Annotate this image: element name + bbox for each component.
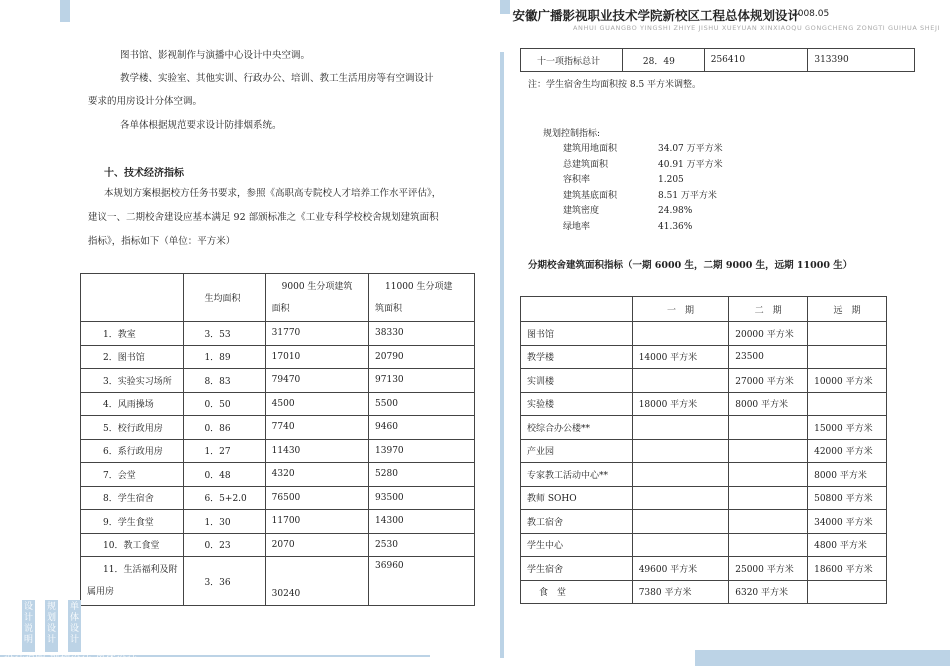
spec-list [563, 142, 723, 235]
cell-item: 9．学生食堂 [81, 510, 184, 534]
cell-per: 1．89 [184, 345, 265, 369]
table-row [521, 322, 887, 346]
cell-11000: 5280 [369, 463, 475, 487]
spec-row [563, 189, 723, 205]
cell-phase1: 14000 平方米 [632, 345, 729, 369]
spec-key: 绿地率 [563, 221, 591, 232]
phase-header-1: 一 期 [632, 297, 729, 322]
cell-phase3: 15000 平方米 [808, 416, 887, 440]
cell-per: 0．86 [184, 416, 265, 440]
cell-building: 校综合办公楼** [521, 416, 633, 440]
table-row [81, 345, 475, 369]
table-row [521, 533, 887, 557]
cell-phase3: 18600 平方米 [808, 557, 887, 581]
cell-per: 0．48 [184, 463, 265, 487]
paragraph-smoke-exhaust: 各单体根据规范要求设计防排烟系统。 [120, 120, 282, 131]
cell-phase2: 20000 平方米 [729, 322, 808, 346]
cell-phase2 [729, 439, 808, 463]
phase-header-blank [521, 297, 633, 322]
dorm-note: 注：学生宿舍生均面积按 8.5 平方米调整。 [528, 80, 702, 90]
cell-phase2 [729, 416, 808, 440]
cell-phase2: 27000 平方米 [729, 369, 808, 393]
header-11000-line2: 筑面积 [375, 303, 403, 314]
cell-per: 0．23 [184, 533, 265, 557]
cell-phase1 [632, 510, 729, 534]
cell-phase2 [729, 510, 808, 534]
table-row [521, 463, 887, 487]
header-cell-per-student: 生均面积 [184, 274, 265, 322]
cell-building: 教师 SOHO [521, 486, 633, 510]
cell-phase3: 34000 平方米 [808, 510, 887, 534]
side-tab-buildings[interactable]: 单体设计 [68, 600, 81, 652]
phase-header-3: 远 期 [808, 297, 887, 322]
cell-phase2: 6320 平方米 [729, 580, 808, 604]
cell-11000: 38330 [369, 322, 475, 346]
table-row [81, 510, 475, 534]
table-row [81, 322, 475, 346]
cell-phase3 [808, 580, 887, 604]
table-row [81, 416, 475, 440]
header-cell-item [81, 274, 184, 322]
table-row [521, 580, 887, 604]
cell-11000-value: 36960 [375, 561, 404, 571]
cell-per: 3．36 [184, 557, 265, 606]
paragraph-split-ac-2: 要求的用房设计分体空调。 [88, 96, 203, 107]
cell-9000: 79470 [265, 369, 368, 393]
cell-phase1 [632, 486, 729, 510]
cell-phase3 [808, 322, 887, 346]
phase-header-row [521, 297, 887, 322]
table-row [521, 510, 887, 534]
table-row [81, 463, 475, 487]
spec-value: 24.98% [658, 206, 693, 216]
cell-building: 教工宿舍 [521, 510, 633, 534]
table-row [521, 557, 887, 581]
intro-line-2: 建议一、二期校舍建设应基本满足 92 部颁标准之《工业专科学校校舍规划建筑面积 [88, 212, 439, 223]
header-cell-11000 [369, 274, 475, 322]
intro-line-3: 指标》，指标如下（单位：平方米） [88, 236, 236, 247]
side-tab-planning[interactable]: 规划设计 [45, 600, 58, 652]
section-heading: 十、技术经济指标 [104, 168, 184, 179]
cell-phase1 [632, 533, 729, 557]
cell-item: 1．教室 [81, 322, 184, 346]
spec-key: 建筑基底面积 [563, 190, 618, 201]
indicator-table [80, 273, 475, 606]
spec-value: 1.205 [658, 175, 684, 185]
cell-9000: 4320 [265, 463, 368, 487]
cell-phase1: 7380 平方米 [632, 580, 729, 604]
cell-item: 5．校行政用房 [81, 416, 184, 440]
spec-row [563, 173, 723, 189]
cell-item: 2．图书馆 [81, 345, 184, 369]
table-row [81, 392, 475, 416]
intro-line-1: 本规划方案根据校方任务书要求，参照《高职高专院校人才培养工作水平评估》， [104, 188, 442, 199]
cell-total-name: 十一项指标总计 [521, 49, 623, 72]
cell-9000: 11700 [265, 510, 368, 534]
cell-9000: 76500 [265, 486, 368, 510]
cell-building: 专家教工活动中心** [521, 463, 633, 487]
total-row [521, 49, 915, 72]
table-row [521, 392, 887, 416]
cell-phase1 [632, 322, 729, 346]
cell-total-per: 28．49 [622, 49, 704, 72]
header-cell-9000 [265, 274, 368, 322]
cell-9000: 4500 [265, 392, 368, 416]
cell-11000 [369, 557, 475, 606]
phase-table [520, 296, 887, 604]
cell-phase1 [632, 463, 729, 487]
spec-row [563, 204, 723, 220]
cell-per: 8．83 [184, 369, 265, 393]
spec-value: 41.36% [658, 221, 693, 232]
cell-phase3: 10000 平方米 [808, 369, 887, 393]
cell-phase2: 23500 [729, 345, 808, 369]
cell-phase1: 49600 平方米 [632, 557, 729, 581]
cell-9000: 7740 [265, 416, 368, 440]
cell-phase3: 42000 平方米 [808, 439, 887, 463]
spec-value: 34.07 万平方米 [658, 144, 723, 154]
spec-key: 总建筑面积 [563, 159, 609, 170]
total-table [520, 48, 915, 72]
table-row [81, 486, 475, 510]
table-row [521, 345, 887, 369]
cell-building: 食 堂 [521, 580, 633, 604]
cell-phase1 [632, 369, 729, 393]
cell-item: 10．教工食堂 [81, 533, 184, 557]
cell-phase1: 18000 平方米 [632, 392, 729, 416]
cell-phase1 [632, 439, 729, 463]
cell-11000: 2530 [369, 533, 475, 557]
table-header-row [81, 274, 475, 322]
table-row [521, 486, 887, 510]
page-header-pinyin: ANHUI GUANGBO YINGSHI ZHIYE JISHU XUEYUAN XINXIAOQU GONGCHENG ZONGTI GUIHUA SHEJI [572, 24, 940, 32]
cell-building: 实训楼 [521, 369, 633, 393]
cell-phase3: 8000 平方米 [808, 463, 887, 487]
cell-11000: 9460 [369, 416, 475, 440]
table-row [81, 369, 475, 393]
phase-title: 分期校舍建筑面积指标（一期 6000 生，二期 9000 生，远期 11000 生） [528, 260, 853, 271]
cell-total-11000: 313390 [808, 49, 915, 72]
cell-9000: 2070 [265, 533, 368, 557]
paragraph-central-ac: 图书馆、影视制作与演播中心设计中央空调。 [120, 50, 311, 61]
cell-phase2 [729, 486, 808, 510]
cell-per: 6．5+2.0 [184, 486, 265, 510]
cell-building: 教学楼 [521, 345, 633, 369]
cell-item: 4．风雨操场 [81, 392, 184, 416]
page-header-title: 安徽广播影视职业技术学院新校区工程总体规划设计 [512, 8, 800, 23]
cell-9000: 31770 [265, 322, 368, 346]
cell-phase2 [729, 533, 808, 557]
spec-key: 建筑用地面积 [563, 144, 618, 154]
cell-building: 实验楼 [521, 392, 633, 416]
cell-11000: 5500 [369, 392, 475, 416]
cell-11000: 14300 [369, 510, 475, 534]
header-9000-line1: 9000 生分项建筑 [281, 281, 353, 292]
spec-row [563, 158, 723, 174]
cell-11000: 97130 [369, 369, 475, 393]
cell-item: 8．学生宿舍 [81, 486, 184, 510]
bottom-watermark: 设计说明 规划设计 单体设计 [4, 654, 138, 665]
cell-9000: 11430 [265, 439, 368, 463]
cell-per: 1．27 [184, 439, 265, 463]
cell-per: 0．50 [184, 392, 265, 416]
cell-phase2: 8000 平方米 [729, 392, 808, 416]
cell-11000: 13970 [369, 439, 475, 463]
cell-9000-value: 30240 [271, 589, 301, 599]
cell-phase2: 25000 平方米 [729, 557, 808, 581]
cell-phase1 [632, 416, 729, 440]
header-11000-line1: 11000 生分项建 [385, 281, 453, 292]
cell-building: 产业园 [521, 439, 633, 463]
cell-phase3 [808, 345, 887, 369]
cell-phase3: 50800 平方米 [808, 486, 887, 510]
phase-header-2: 二 期 [729, 297, 808, 322]
cell-phase3: 4800 平方米 [808, 533, 887, 557]
cell-building: 学生中心 [521, 533, 633, 557]
table-row [521, 416, 887, 440]
page-header-date: 2008.05 [792, 9, 830, 19]
cell-item-line2: 属用房 [87, 587, 115, 597]
spec-key: 建筑密度 [563, 206, 600, 216]
side-tab-design-notes[interactable]: 设计说明 [22, 600, 35, 652]
cell-phase2 [729, 463, 808, 487]
cell-9000: 17010 [265, 345, 368, 369]
middle-divider-bar [500, 52, 504, 658]
top-left-bar [60, 0, 70, 22]
table-row [81, 439, 475, 463]
spec-key: 容积率 [563, 175, 591, 185]
paragraph-split-ac-1: 教学楼、实验室、其他实训、行政办公、培训、教工生活用房等有空调设计 [120, 73, 434, 84]
cell-total-9000: 256410 [704, 49, 808, 72]
cell-item: 3．实验实习场所 [81, 369, 184, 393]
spec-value: 8.51 万平方米 [658, 190, 717, 201]
bottom-band [695, 650, 950, 666]
table-row [521, 439, 887, 463]
cell-item: 7．会堂 [81, 463, 184, 487]
spec-row [563, 220, 723, 236]
table-row [81, 557, 475, 606]
cell-building: 图书馆 [521, 322, 633, 346]
cell-building: 学生宿舍 [521, 557, 633, 581]
cell-phase3 [808, 392, 887, 416]
cell-item: 6．系行政用房 [81, 439, 184, 463]
cell-per: 3．53 [184, 322, 265, 346]
spec-row [563, 142, 723, 158]
table-row [81, 533, 475, 557]
cell-11000: 93500 [369, 486, 475, 510]
cell-per: 1．30 [184, 510, 265, 534]
header-9000-line2: 面积 [271, 303, 290, 314]
table-row [521, 369, 887, 393]
cell-item-line1: 11．生活福利及附 [103, 565, 178, 575]
cell-11000: 20790 [369, 345, 475, 369]
spec-value: 40.91 万平方米 [658, 159, 723, 170]
cell-9000 [265, 557, 368, 606]
top-middle-bar [500, 0, 510, 14]
spec-title: 规划控制指标: [543, 129, 601, 139]
cell-item [81, 557, 184, 606]
